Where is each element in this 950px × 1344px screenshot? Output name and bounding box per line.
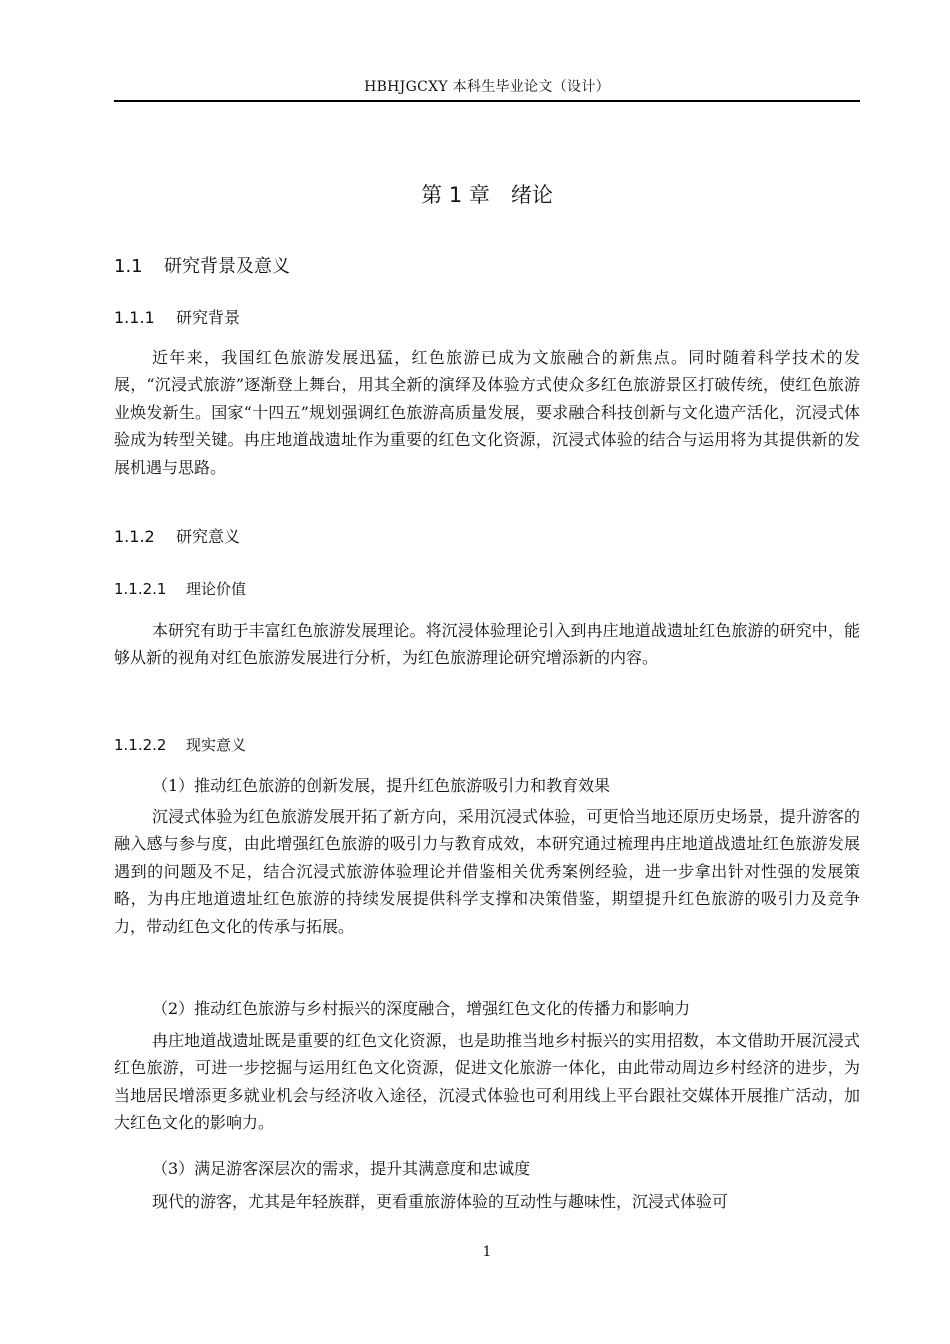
section-title: 研究背景	[176, 308, 241, 327]
chapter-title: 第 1 章 绪论	[421, 183, 553, 207]
section-number: 1.1.2.1	[114, 580, 167, 598]
item-3-body: 现代的游客，尤其是年轻族群，更看重旅游体验的互动性与趣味性，沉浸式体验可	[152, 1192, 729, 1211]
item-2-body: 冉庄地道战遗址既是重要的红色文化资源，也是助推当地乡村振兴的实用招数，本文借助开展沉浸式红色旅游，可进一步挖掘与运用红色文化资源，促进文化旅游一体化，由此带动周边乡村经济的进步，为当地居民增添更多就业机会与经济收入途径，沉浸式体验也可利用线上平台跟社交媒体开展推广活动，加大红色文化的影响力。	[114, 1031, 860, 1133]
section-heading-1-1	[114, 254, 860, 280]
section-number: 1.1.2.2	[114, 736, 167, 754]
item-3-title: （3）满足游客深层次的需求，提升其满意度和忠诚度	[152, 1159, 531, 1178]
section-number: 1.1	[114, 256, 143, 277]
section-title: 现实意义	[186, 736, 247, 754]
section-heading-1-1-2-1	[114, 578, 860, 600]
item-1-title: （1）推动红色旅游的创新发展，提升红色旅游吸引力和教育效果	[152, 776, 611, 795]
page-header: HBHJGCXY 本科生毕业论文（设计）	[364, 79, 610, 95]
header-rule	[114, 100, 860, 102]
item-1-body: 沉浸式体验为红色旅游发展开拓了新方向，采用沉浸式体验，可更恰当地还原历史场景，提升游客的融入感与参与度，由此增强红色旅游的吸引力与教育成效，本研究通过梳理冉庄地道战遗址红色旅游发展遇到的问题及不足，结合沉浸式旅游体验理论并借鉴相关优秀案例经验，进一步拿出针对性强的发展策略，为冉庄地道遗址红色旅游的持续发展提供科学支撑和决策借鉴，期望提升红色旅游的吸引力及竞争力，带动红色文化的传承与拓展。	[114, 807, 860, 936]
section-heading-1-1-2	[114, 525, 860, 549]
section-heading-1-1-2-2	[114, 734, 860, 756]
section-title: 理论价值	[186, 580, 247, 598]
paragraph-theory: 本研究有助于丰富红色旅游发展理论。将沉浸体验理论引入到冉庄地道战遗址红色旅游的研究中，能够从新的视角对红色旅游发展进行分析，为红色旅游理论研究增添新的内容。	[114, 621, 860, 668]
section-title: 研究意义	[176, 527, 241, 546]
page-number: 1	[482, 1244, 492, 1260]
item-2-title: （2）推动红色旅游与乡村振兴的深度融合，增强红色文化的传播力和影响力	[152, 999, 691, 1018]
section-number: 1.1.1	[114, 308, 155, 327]
paragraph-background: 近年来，我国红色旅游发展迅猛，红色旅游已成为文旅融合的新焦点。同时随着科学技术的发展，“沉浸式旅游”逐渐登上舞台，用其全新的演绎及体验方式使众多红色旅游景区打破传统，使红色旅游业焕发新生。国家“十四五”规划强调红色旅游高质量发展，要求融合科技创新与文化遗产活化，沉浸式体验成为转型关键。冉庄地道战遗址作为重要的红色文化资源，沉浸式体验的结合与运用将为其提供新的发展机遇与思路。	[114, 348, 860, 477]
section-number: 1.1.2	[114, 527, 155, 546]
section-heading-1-1-1	[114, 306, 860, 330]
section-title: 研究背景及意义	[164, 256, 290, 277]
